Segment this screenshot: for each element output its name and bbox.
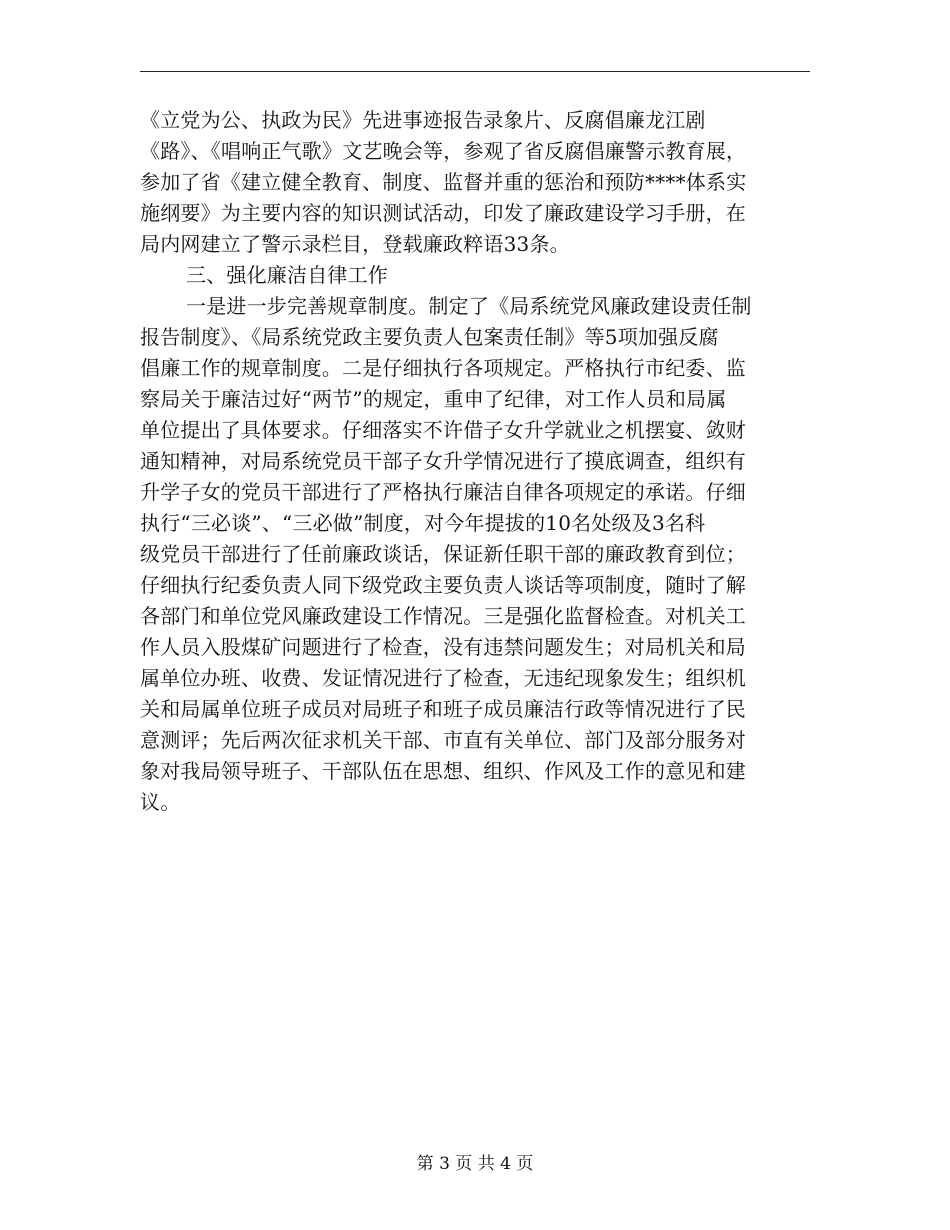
text-line: 仔细执行纪委负责人同下级党政主要负责人谈话等项制度，随时了解 — [140, 573, 746, 597]
text-line: 报告制度》、《局系统党政主要负责人包案责任制》等5项加强反腐 — [140, 325, 719, 349]
page-number-footer: 第 3 页 共 4 页 — [416, 1154, 534, 1174]
text-line: 局内网建立了警示录栏目，登载廉政粹语33条。 — [140, 232, 570, 256]
text-line: 议。 — [140, 790, 181, 814]
text-line: 通知精神，对局系统党员干部子女升学情况进行了摸底调查，组织有 — [140, 449, 746, 473]
text-line: 各部门和单位党风廉政建设工作情况。三是强化监督检查。对机关工 — [140, 604, 746, 628]
text-line: 倡廉工作的规章制度。二是仔细执行各项规定。严格执行市纪委、监 — [140, 356, 746, 380]
text-line: 意测评；先后两次征求机关干部、市直有关单位、部门及部分服务对 — [140, 728, 746, 752]
text-line: 《立党为公、执政为民》先进事迹报告录象片、反腐倡廉龙江剧 — [140, 108, 706, 132]
text-line: 级党员干部进行了任前廉政谈话，保证新任职干部的廉政教育到位； — [140, 542, 746, 566]
text-line: 施纲要》为主要内容的知识测试活动，印发了廉政建设学习手册，在 — [140, 201, 746, 225]
text-line: 单位提出了具体要求。仔细落实不许借子女升学就业之机摆宴、敛财 — [140, 418, 746, 442]
text-line: 升学子女的党员干部进行了严格执行廉洁自律各项规定的承诺。仔细 — [140, 480, 746, 504]
text-line: 象对我局领导班子、干部队伍在思想、组织、作风及工作的意见和建 — [140, 759, 746, 783]
text-line: 三、强化廉洁自律工作 — [186, 263, 388, 287]
text-line: 作人员入股煤矿问题进行了检查，没有违禁问题发生；对局机关和局 — [140, 635, 746, 659]
text-line: 属单位办班、收费、发证情况进行了检查，无违纪现象发生；组织机 — [140, 666, 746, 690]
text-line: 一是进一步完善规章制度。制定了《局系统党风廉政建设责任制 — [186, 294, 752, 318]
text-line: 察局关于廉洁过好“两节”的规定，重申了纪律，对工作人员和局属 — [140, 387, 727, 411]
header-rule — [140, 71, 810, 72]
text-line: 执行“三必谈”、“三必做”制度，对今年提拔的10名处级及3名科 — [140, 511, 706, 535]
text-line: 关和局属单位班子成员对局班子和班子成员廉洁行政等情况进行了民 — [140, 697, 746, 721]
text-line: 参加了省《建立健全教育、制度、监督并重的惩治和预防****体系实 — [140, 170, 747, 194]
body-text — [140, 105, 810, 818]
text-line: 《路》、《唱响正气歌》文艺晚会等，参观了省反腐倡廉警示教育展， — [140, 139, 747, 163]
